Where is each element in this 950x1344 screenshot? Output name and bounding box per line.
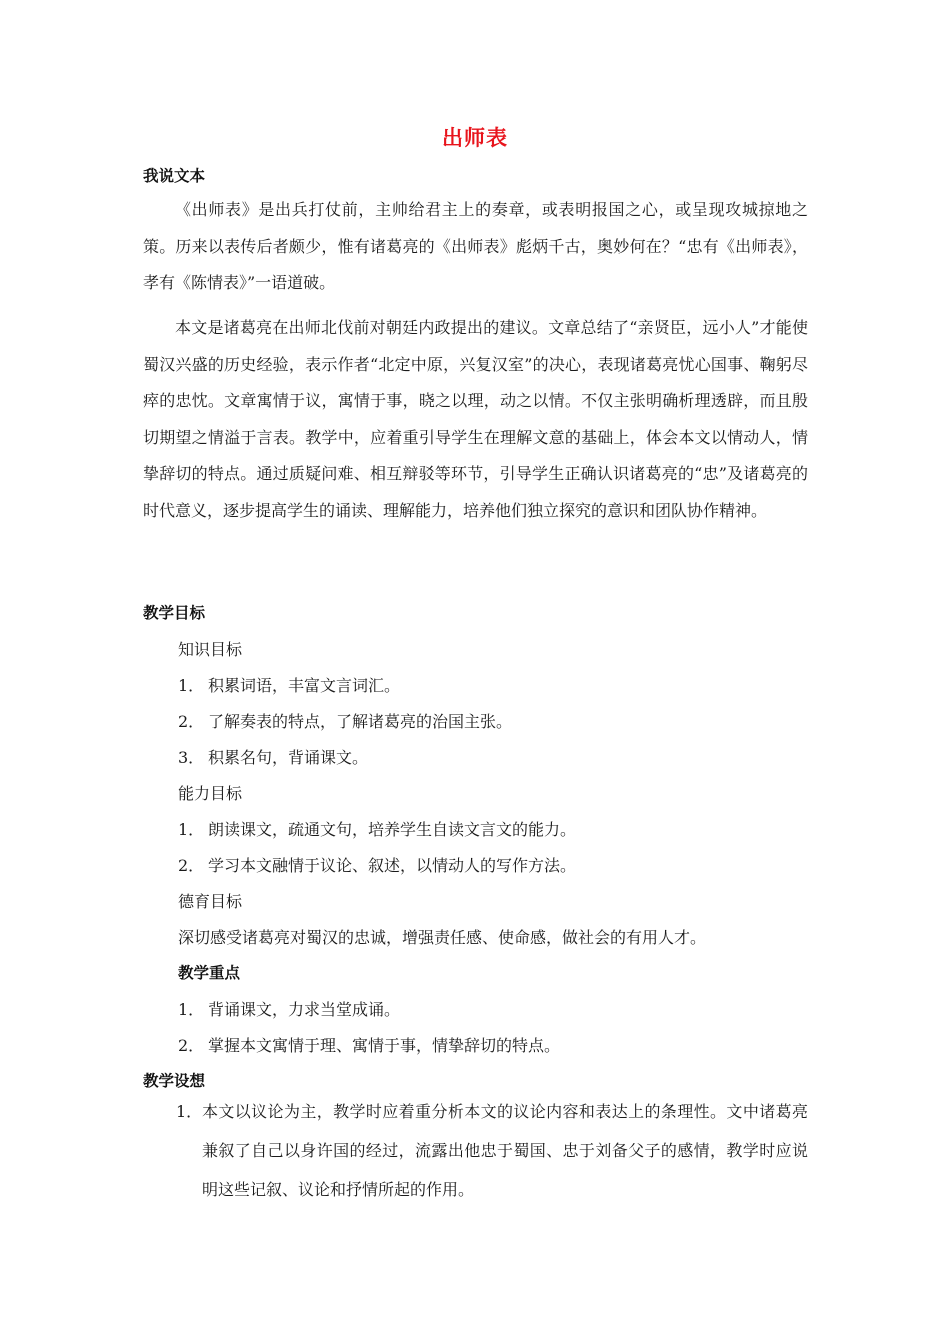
list-number: 2． xyxy=(178,856,205,875)
intro-paragraph-1: 《出师表》是出兵打仗前，主帅给君主上的奏章，或表明报国之心，或呈现攻城掠地之策。历来以表传后者颇少，惟有诸葛亮的《出师表》彪炳千古，奥妙何在？“忠有《出师表》，孝有《陈情表》”一语道破。 xyxy=(143,200,808,292)
moral-goals-label: 德育目标 xyxy=(178,892,243,911)
ability-goal-item xyxy=(178,817,576,840)
list-text: 掌握本文寓情于理、寓情于事，情挚辞切的特点。 xyxy=(208,1036,561,1055)
list-text: 学习本文融情于议论、叙述，以情动人的写作方法。 xyxy=(208,856,577,875)
ability-goal-item xyxy=(178,853,576,876)
section-heading-key-points: 教学重点 xyxy=(178,964,241,982)
list-text: 本文以议论为主，教学时应着重分析本文的议论内容和表达上的条理性。文中诸葛亮兼叙了自己以身许国的经过，流露出他忠于蜀国、忠于刘备父子的感情，教学时应说明这些记叙、议论和抒情所起的作用。 xyxy=(202,1102,808,1199)
list-text: 积累名句，背诵课文。 xyxy=(208,748,369,767)
knowledge-goal-item xyxy=(178,745,368,768)
list-number: 3． xyxy=(178,748,205,767)
list-number: 1． xyxy=(176,1102,203,1121)
list-number: 2． xyxy=(178,1036,205,1055)
knowledge-goals-label: 知识目标 xyxy=(178,640,243,659)
knowledge-goal-item xyxy=(178,673,400,696)
list-text: 朗读课文，疏通文句，培养学生自读文言文的能力。 xyxy=(208,820,577,839)
plan-item xyxy=(176,1092,808,1209)
section-heading-plan: 教学设想 xyxy=(143,1072,206,1090)
key-point-item xyxy=(178,1033,560,1056)
list-number: 2． xyxy=(178,712,205,731)
list-text: 了解奏表的特点，了解诸葛亮的治国主张。 xyxy=(208,712,513,731)
section-heading-goals: 教学目标 xyxy=(143,604,206,622)
knowledge-goal-item xyxy=(178,709,512,732)
list-number: 1． xyxy=(178,1000,205,1019)
moral-goal-text: 深切感受诸葛亮对蜀汉的忠诚，增强责任感、使命感，做社会的有用人才。 xyxy=(178,928,707,947)
key-point-item xyxy=(178,997,400,1020)
ability-goals-label: 能力目标 xyxy=(178,784,243,803)
list-text: 积累词语，丰富文言词汇。 xyxy=(208,676,401,695)
list-number: 1． xyxy=(178,676,205,695)
list-number: 1． xyxy=(178,820,205,839)
section-heading-intro: 我说文本 xyxy=(143,167,206,185)
document-title: 出师表 xyxy=(442,126,508,150)
list-text: 背诵课文，力求当堂成诵。 xyxy=(208,1000,401,1019)
intro-paragraph-2: 本文是诸葛亮在出师北伐前对朝廷内政提出的建议。文章总结了“亲贤臣，远小人”才能使蜀汉兴盛的历史经验，表示作者“北定中原，兴复汉室”的决心，表现诸葛亮忧心国事、鞠躬尽瘁的忠忱。文章寓情于议，寓情于事，晓之以理，动之以情。不仅主张明确析理透辟，而且殷切期望之情溢于言表。教学中，应着重引导学生在理解文意的基础上，体会本文以情动人，情挚辞切的特点。通过质疑问难、相互辩驳等环节，引导学生正确认识诸葛亮的“忠”及诸葛亮的时代意义，逐步提高学生的诵读、理解能力，培养他们独立探究的意识和团队协作精神。 xyxy=(143,318,808,520)
